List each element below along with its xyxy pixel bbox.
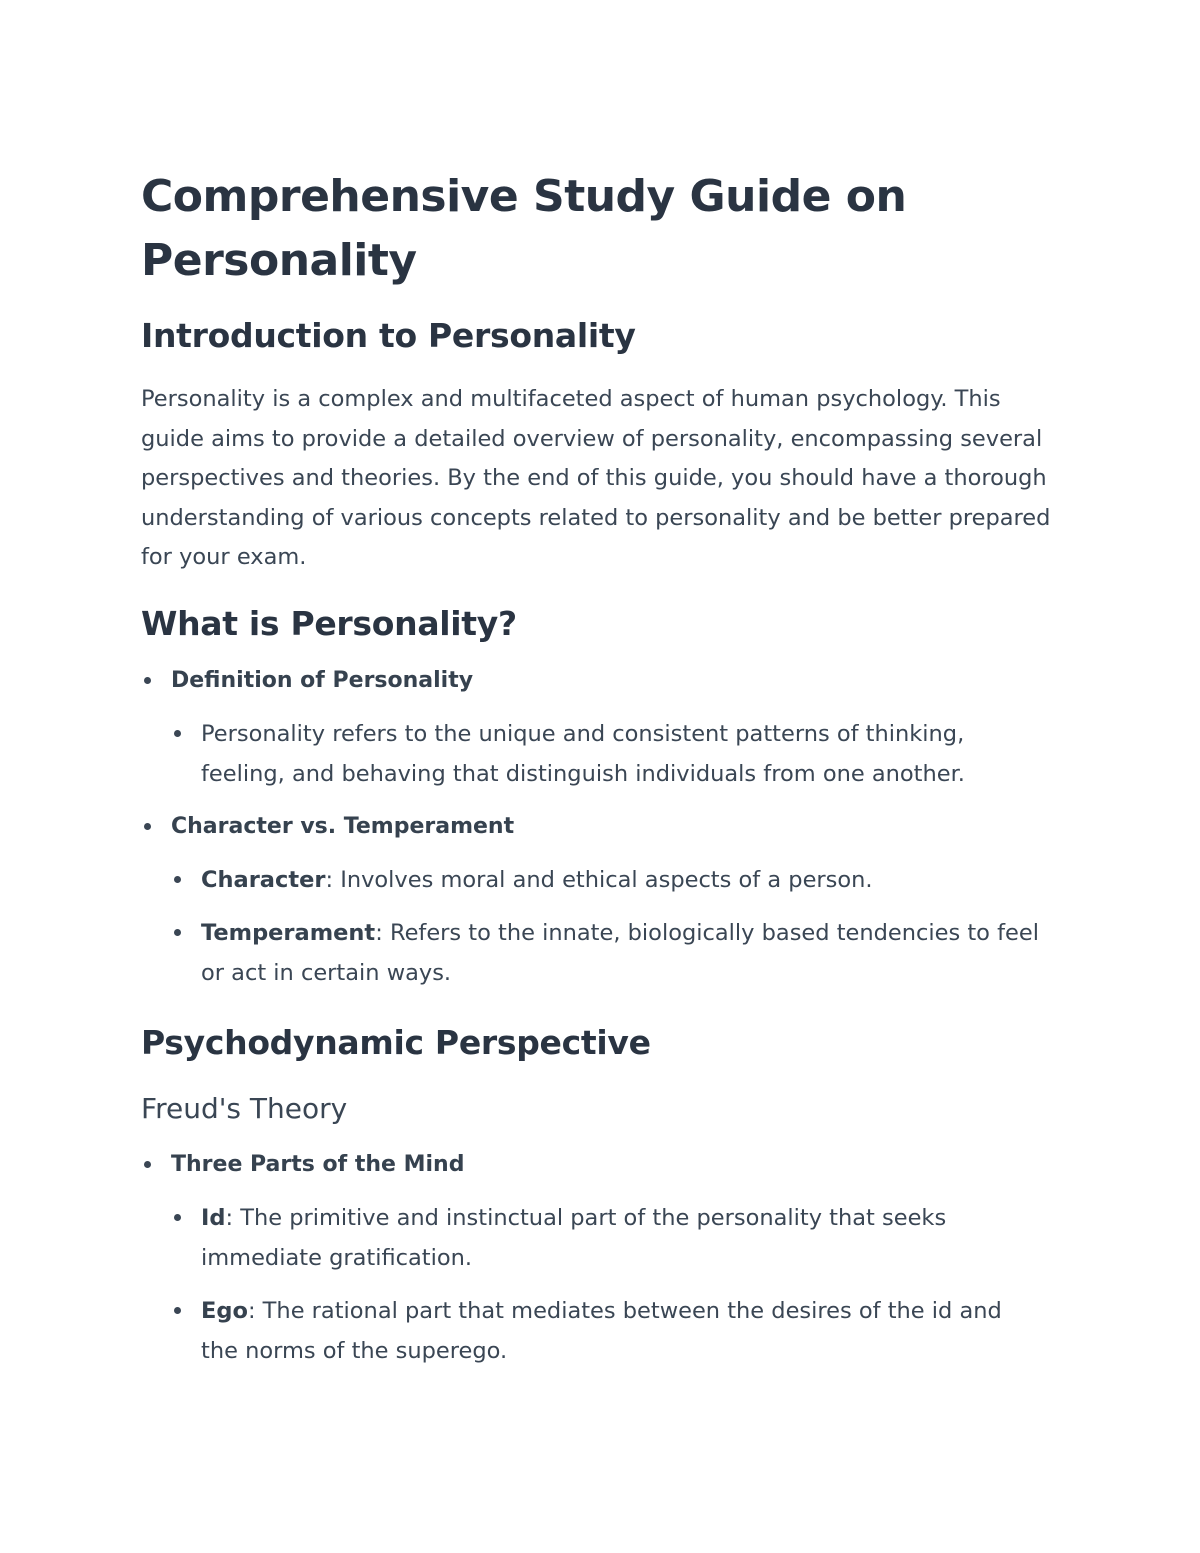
list-item: [171, 1291, 1061, 1371]
document-page: [141, 165, 1061, 1371]
definition: The rational part that mediates between the desires of the id and the norms of the superego.: [201, 1297, 1002, 1364]
list-item-text: Personality refers to the unique and consistent patterns of thinking, feeling, and behaving that distinguish individuals from one another.: [201, 720, 965, 787]
term: Character: [201, 866, 326, 893]
definition: The primitive and instinctual part of the personality that seeks immediate gratification.: [201, 1204, 947, 1271]
list-item-label: Definition of Personality: [171, 667, 474, 693]
bullet-icon: [174, 1307, 181, 1314]
sub-list: [171, 1198, 1061, 1371]
definition: Involves moral and ethical aspects of a person.: [333, 866, 873, 893]
list-item: [141, 661, 1061, 794]
list-item: [171, 714, 1061, 794]
list-item: [171, 860, 1061, 900]
sub-list: [171, 714, 1061, 794]
list-item-label: Character vs. Temperament: [171, 813, 515, 839]
bullet-icon: [144, 823, 151, 830]
section-heading-psychodynamic: Psychodynamic Perspective: [141, 1022, 651, 1062]
list-item: [171, 1198, 1061, 1278]
bullet-icon: [174, 929, 181, 936]
page-title: Comprehensive Study Guide on Personality: [141, 171, 907, 286]
bullet-icon: [174, 876, 181, 883]
list-item-text: [201, 1198, 1021, 1278]
term-separator: :: [325, 866, 334, 893]
term: Id: [201, 1204, 226, 1231]
psychodynamic-list: [141, 1145, 1061, 1371]
bullet-icon: [144, 1161, 151, 1168]
list-item-text: [201, 860, 1061, 900]
bullet-icon: [174, 730, 181, 737]
term: Temperament: [201, 919, 376, 946]
what-list: [141, 661, 1061, 993]
term-separator: :: [247, 1297, 256, 1324]
list-item: [141, 1145, 1061, 1371]
bullet-icon: [144, 677, 151, 684]
list-item-text: [201, 913, 1061, 993]
list-item: [171, 913, 1061, 993]
bullet-icon: [174, 1214, 181, 1221]
subsection-heading-freud: Freud's Theory: [141, 1091, 348, 1125]
term: Ego: [201, 1297, 248, 1324]
term-separator: :: [375, 919, 383, 946]
term-separator: :: [225, 1204, 234, 1231]
section-heading-intro: Introduction to Personality: [141, 316, 636, 355]
definition: Refers to the innate, biologically based tendencies to feel or act in certain ways.: [201, 919, 1039, 986]
list-item: [141, 807, 1061, 993]
intro-paragraph: Personality is a complex and multifaceted aspect of human psychology. This guide aims to provide a detailed overview of personality, encompassing several perspectives and theories. By the end of this guide, you should have a thorough understanding of various concepts related to personality and be better prepared for your exam.: [141, 386, 1051, 570]
list-item-label: Three Parts of the Mind: [171, 1151, 465, 1177]
sub-list: [171, 860, 1061, 993]
section-heading-what: What is Personality?: [141, 603, 517, 643]
list-item-text: [201, 1291, 1031, 1371]
